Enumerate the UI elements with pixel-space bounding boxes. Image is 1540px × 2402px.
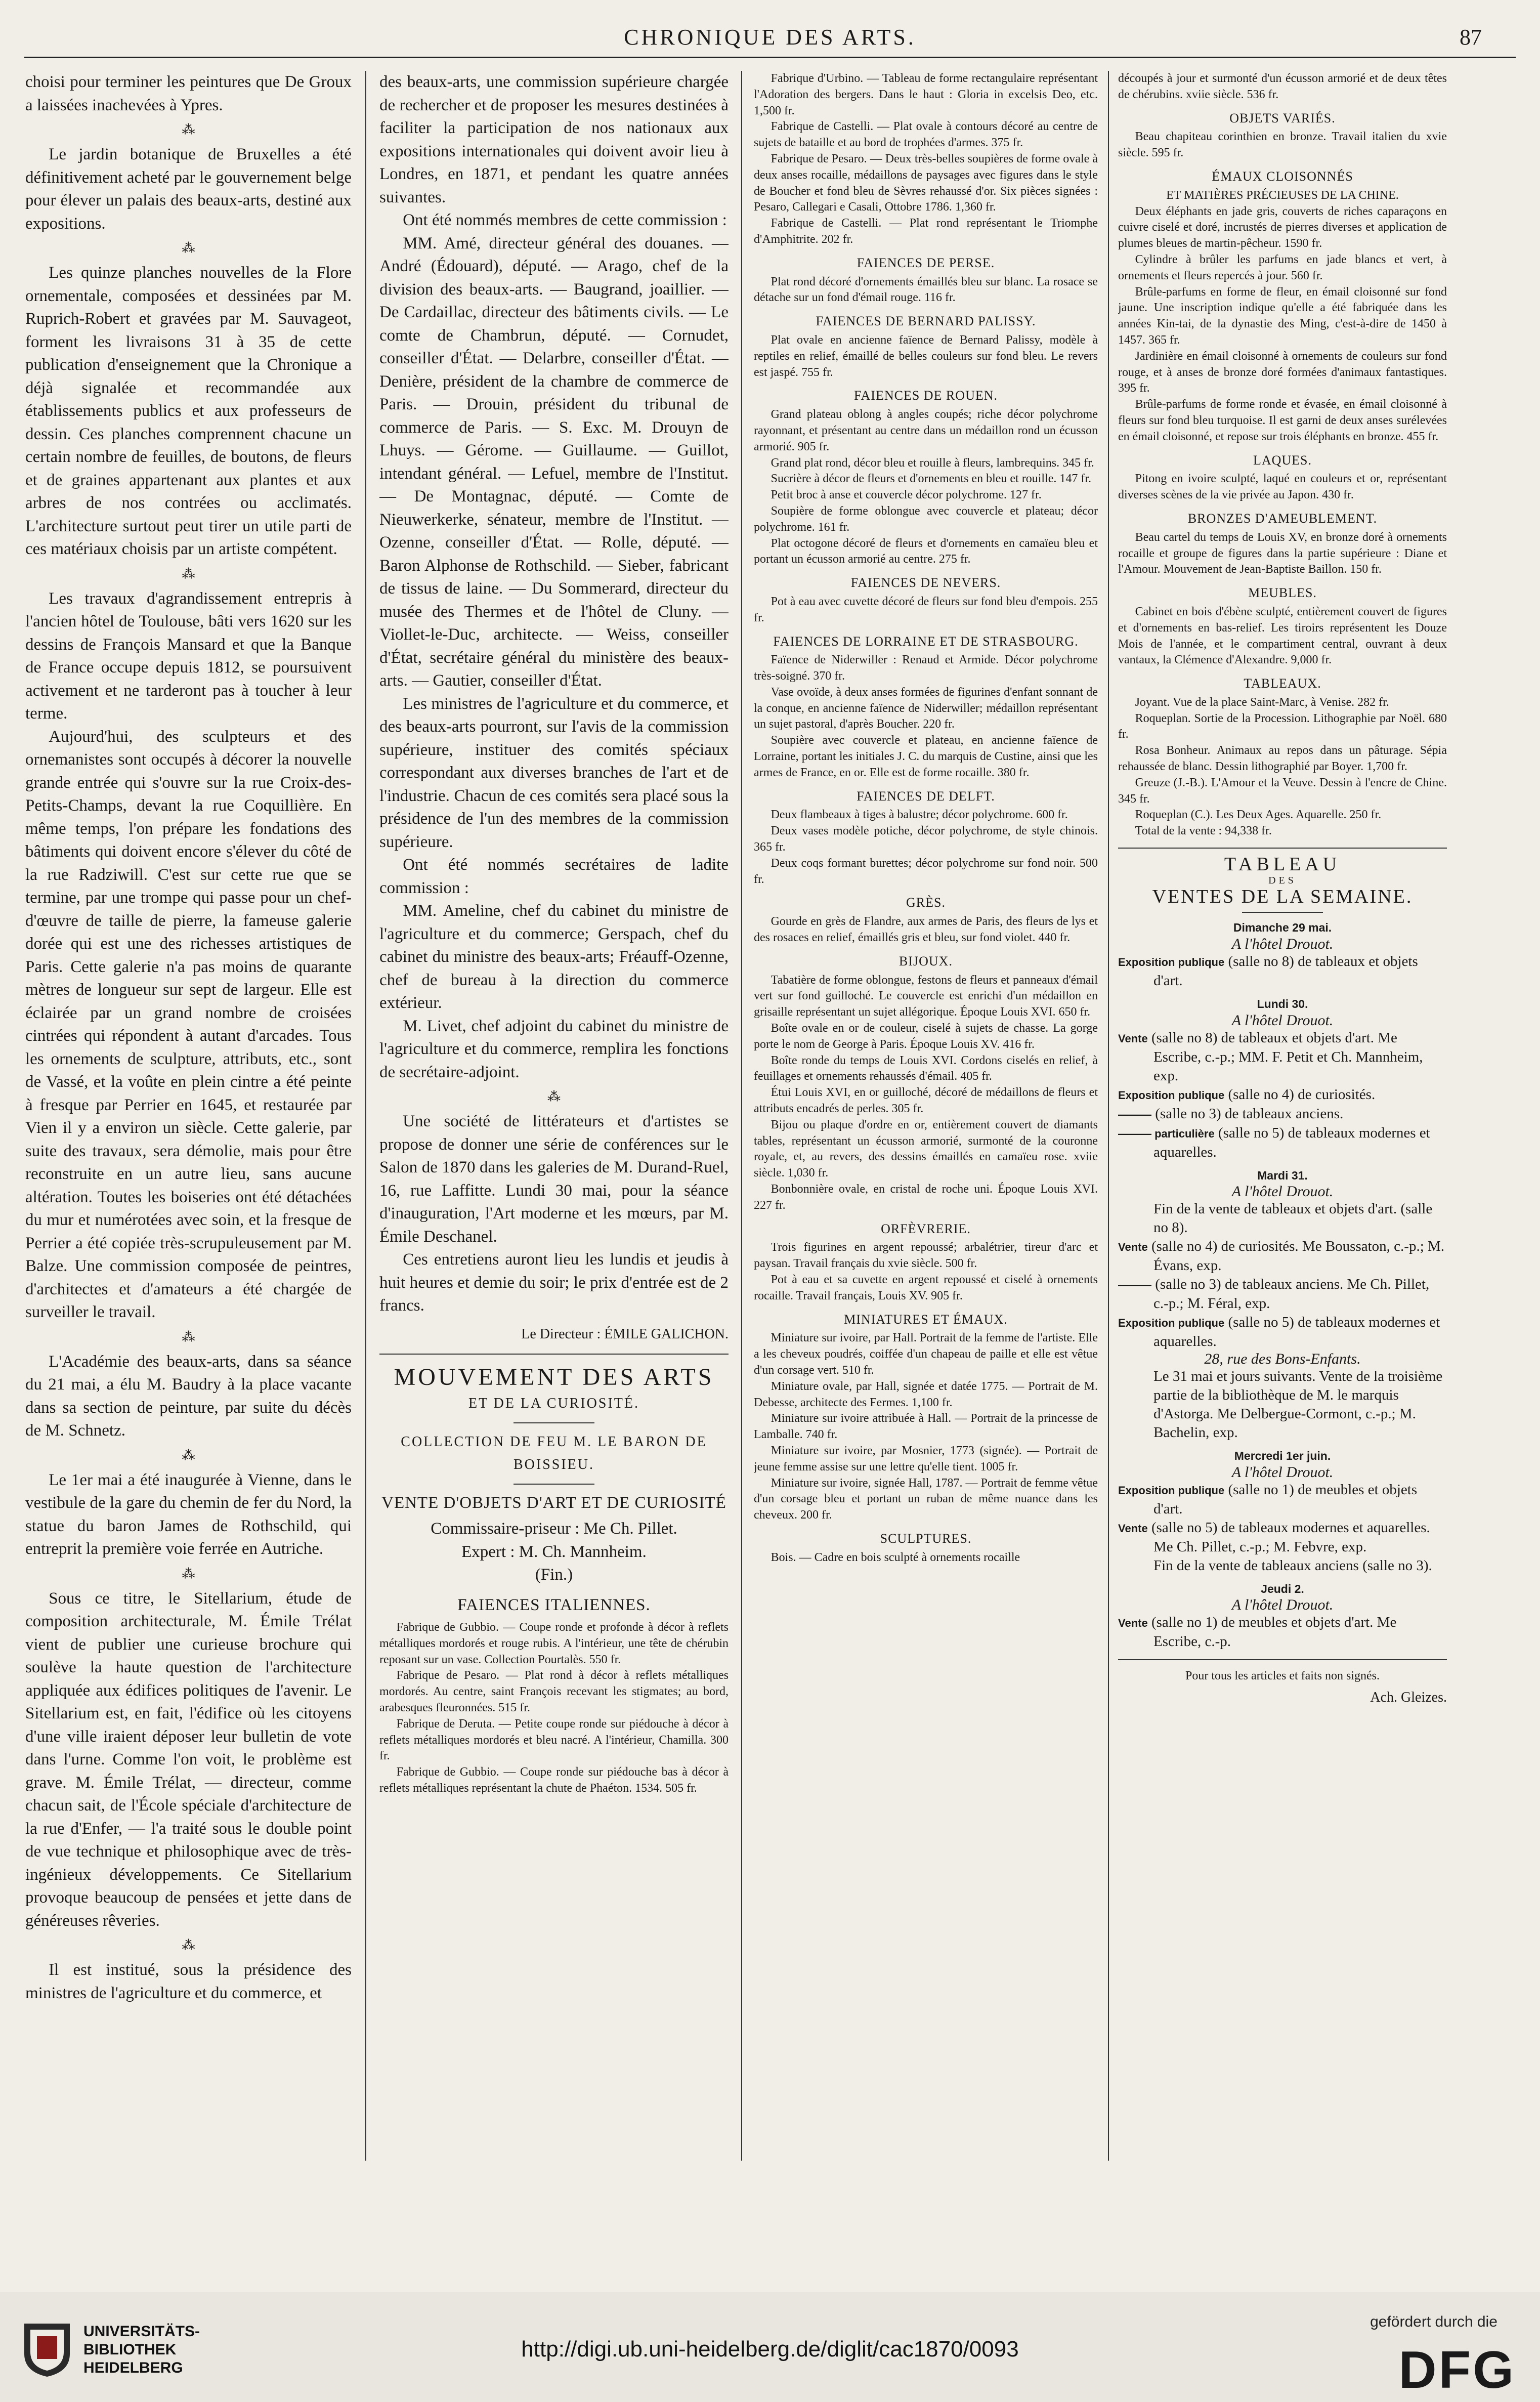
sale-day-heading: Lundi 30.: [1257, 997, 1308, 1011]
column-3: [754, 71, 1098, 2161]
sale-day-heading: Jeudi 2.: [1261, 1582, 1304, 1595]
paragraph: Une société de littérateurs et d'artistes se propose de donner une série de conférences sur le Salon de 1870 dans les galeries de M. Durand-Ruel, 16, rue Laffitte. Lundi 30 mai, pour la séance d'inauguration, l'Art moderne et les mœurs, par M. Émile Deschanel.: [379, 1112, 729, 1246]
paragraph: Les travaux d'agrandissement entrepris à l'ancien hôtel de Toulouse, bâti vers 1620 sur les dessins de François Mansard et que la Banque de France occupe depuis 1812, se poursuivent activement et ne tarderont pas à toucher à leur terme.: [25, 589, 352, 723]
sale-entry-text: (salle no 3) de tableaux anciens. Me Ch. Pillet, c.-p.; M. Féral, exp.: [1153, 1276, 1430, 1312]
section-title: MOUVEMENT DES ARTS: [394, 1364, 714, 1390]
sale-location: A l'hôtel Drouot.: [1231, 1596, 1334, 1614]
sale-entry-text: Fin de la vente de tableaux anciens (salle no 3).: [1153, 1557, 1432, 1574]
section-heading: FAIENCES DE NEVERS.: [850, 575, 1001, 591]
sale-entry: [1118, 1237, 1447, 1275]
short-rule: [514, 1422, 594, 1423]
sale-entry-label: Exposition publique: [1118, 1088, 1225, 1102]
paragraph: Brûle-parfums de forme ronde et évasée, en émail cloisonné à fleurs sur fond bleu turquoise. Il est garni de deux anses surélevées en émail cloisonné, et repose sur trois éléphants en bronze. 455 fr.: [1118, 398, 1447, 443]
paragraph: Il est institué, sous la présidence des ministres de l'agriculture et du commerce, et: [25, 1961, 352, 2002]
paragraph: Brûle-parfums en forme de fleur, en émail cloisonné sur fond jaune. Une inscription indique qu'elle a été fabriquée dans les années Kin-tai, de la dynastie des Ming, c'est-à-dire de 1450 à 1457. 365 fr.: [1118, 285, 1447, 347]
library-name-line: UNIVERSITÄTS-: [83, 2323, 200, 2340]
sale-day-heading: Dimanche 29 mai.: [1233, 921, 1332, 935]
table-title: TABLEAU: [1224, 854, 1341, 875]
horizontal-rule: [1118, 1659, 1447, 1660]
sale-entry-text: (salle no 4) de curiosités.: [1228, 1086, 1376, 1103]
horizontal-rule: [1118, 848, 1447, 849]
section-heading: FAIENCES DE LORRAINE ET DE STRASBOURG.: [773, 634, 1079, 649]
paragraph: M. Livet, chef adjoint du cabinet du ministre de l'agriculture et du commerce, remplira les fonctions de secrétaire-adjoint.: [379, 1017, 729, 1081]
sale-entry-text: (salle no 1) de meubles et objets d'art. Me Escribe, c.-p.: [1151, 1614, 1397, 1650]
paragraph: Deux coqs formant burettes; décor polychrome sur fond noir. 500 fr.: [754, 856, 1098, 886]
paragraph: Deux éléphants en jade gris, couverts de riches caparaçons en cuivre ciselé et doré, incrustés de pierres diverses et application de plumes bleues de martin-pêcheur. 1590 fr.: [1118, 204, 1447, 250]
paragraph: Cylindre à brûler les parfums en jade blancs et vert, à ornements et fleurs repercés à jour. 560 fr.: [1118, 252, 1447, 282]
paragraph: Plat ovale en ancienne faïence de Bernard Palissy, modèle à reptiles en relief, émaillé de belles couleurs sur fond bleu. Le revers est jaspé. 755 fr.: [754, 333, 1098, 379]
section-separator-asterisks: ⁂: [182, 122, 195, 137]
paragraph: Miniature sur ivoire, signée Hall, 1787. — Portrait de femme vêtue d'un corsage bleu et portant un ruban de même nuance dans les cheveux. 200 fr.: [754, 1476, 1098, 1522]
sale-entry-label: Vente: [1118, 1032, 1148, 1045]
paragraph: choisi pour terminer les peintures que De Groux a laissées inachevées à Ypres.: [25, 73, 352, 114]
sale-entry: [1118, 1313, 1447, 1351]
sale-entry: [1118, 1556, 1447, 1575]
paragraph: Fabrique d'Urbino. — Tableau de forme rectangulaire représentant l'Adoration des bergers. Dans le haut : Gloria in excelsis Deo, etc. 1,500 fr.: [754, 72, 1098, 117]
section-heading: ORFÈVRERIE.: [881, 1221, 971, 1236]
paragraph: Grand plat rond, décor bleu et rouille à fleurs, lambrequins. 345 fr.: [771, 456, 1094, 470]
section-separator-asterisks: ⁂: [182, 1566, 195, 1581]
paragraph: Pot à eau et sa cuvette en argent repoussé et ciselé à ornements rocaille. Travail français, Louis XV. 905 fr.: [754, 1273, 1098, 1302]
section-heading: FAIENCES DE BERNARD PALISSY.: [816, 314, 1036, 329]
section-heading: BIJOUX.: [899, 953, 953, 968]
paragraph: MM. Amé, directeur général des douanes. — André (Édouard), député. — Arago, chef de la division des beaux-arts. — Baugrand, joaillier. — De Cardaillac, directeur des bâtiments civils. — Le comte de Chambrun, député. — Cornudet, conseiller d'État. — Delarbre, conseiller d'État. — Denière, président de la chambre de commerce de Paris. — Drouin, président du tribunal de commerce de Paris. — S. Exc. M. Drouyn de Lhuys. — Gérome. — Guillaume. — Guillot, intendant général. — Lefuel, membre de l'Institut. — De Montagnac, député. — Comte de Nieuwerkerke, sénateur, membre de l'Institut. — Ozenne, conseiller d'État. — Rolle, député. — Baron Alphonse de Rothschild. — Sieber, fabricant de tissus de laine. — Du Sommerard, directeur du musée des Thermes et de l'hôtel de Cluny. — Viollet-le-Duc, architecte. — Weiss, conseiller d'État, secrétaire général du ministère des beaux-arts. — Gautier, conseiller d'État.: [379, 234, 729, 690]
paragraph: Fabrique de Pesaro. — Deux très-belles soupières de forme ovale à deux anses rocaille, médaillons de paysages avec figures dans le style de Boucher et fond bleu de Sèvres rehaussé d'or. Six pièces signées : Pesaro, Callegari e Casali, Ottobre 1786. 1,360 fr.: [754, 152, 1098, 214]
paragraph: Beau cartel du temps de Louis XV, en bronze doré à ornements rocaille et groupe de figures dans la partie supérieure : Diane et l'Amour. Mouvement de Jean-Baptiste Baillon. 150 fr.: [1118, 530, 1447, 576]
sale-location: A l'hôtel Drouot.: [1231, 1463, 1334, 1481]
sale-entry: [1118, 1085, 1447, 1105]
section-heading: FAIENCES DE ROUEN.: [853, 388, 998, 403]
section-separator-asterisks: ⁂: [182, 1448, 195, 1463]
paragraph: Bonbonnière ovale, en cristal de roche uni. Époque Louis XVI. 227 fr.: [754, 1183, 1098, 1212]
sale-entry-label: Exposition publique: [1118, 1317, 1225, 1330]
section-heading: ÉMAUX CLOISONNÉS: [1212, 168, 1353, 184]
sale-entry: [1118, 1200, 1447, 1237]
paragraph: Miniature sur ivoire attribuée à Hall. — Portrait de la princesse de Lamballe. 740 fr.: [754, 1412, 1098, 1442]
paragraph: MM. Ameline, chef du cabinet du ministre de l'agriculture et du commerce; Gerspach, chef du cabinet du ministre des beaux-arts; Fréauff-Ozenne, chef de bureau à la direction du commerce extérieur.: [379, 902, 729, 1012]
section-heading: LAQUES.: [1253, 452, 1312, 468]
paragraph: Ont été nommés membres de cette commission :: [403, 211, 727, 229]
section-heading: SCULPTURES.: [880, 1531, 972, 1546]
section-heading: MINIATURES ET ÉMAUX.: [844, 1312, 1008, 1327]
column-1: [25, 71, 352, 2161]
section-separator-asterisks: ⁂: [182, 566, 195, 581]
header-rule: [24, 57, 1516, 58]
section-separator-asterisks: ⁂: [182, 1938, 195, 1953]
table-title-word: DES: [1268, 874, 1297, 886]
section-separator-asterisks: ⁂: [182, 241, 195, 256]
sale-entry-label: Vente: [1118, 1241, 1148, 1254]
column-divider: [741, 71, 742, 2161]
paragraph: des beaux-arts, une commission supérieure chargée de rechercher et de proposer les mesures destinées à faciliter la participation de nos nationaux aux expositions internationales qui doivent avoir lieu à Londres, en 1871, et pendant les quatre années suivantes.: [379, 73, 729, 206]
sale-entry: [1118, 1613, 1447, 1651]
paragraph: Deux flambeaux à tiges à balustre; décor polychrome. 600 fr.: [771, 808, 1068, 822]
paragraph: Pot à eau avec cuvette décoré de fleurs sur fond bleu d'empois. 255 fr.: [754, 595, 1098, 624]
paragraph: Ont été nommés secrétaires de ladite commission :: [379, 856, 729, 897]
sale-entry-label: Vente: [1118, 1617, 1148, 1630]
paragraph: Tabatière de forme oblongue, festons de fleurs et panneaux d'émail vert sur fond guilloché. Le couvercle est enrichi d'un médaillon en grisaille représentant un sujet allégorique. Époque Louis XVI. 650 fr.: [754, 973, 1098, 1019]
paragraph: Beau chapiteau corinthien en bronze. Travail italien du xvie siècle. 595 fr.: [1118, 130, 1447, 160]
sale-entry-text: (salle no 8) de tableaux et objets d'art.: [1153, 953, 1418, 989]
paragraph: Pitong en ivoire sculpté, laqué en couleurs et or, représentant diverses scènes de la vie privée au Japon. 430 fr.: [1118, 472, 1447, 502]
section-heading: FAIENCES DE PERSE.: [857, 255, 995, 270]
paragraph: Trois figurines en argent repoussé; arbalétrier, tireur d'arc et paysan. Travail français du xvie siècle. 500 fr.: [754, 1241, 1098, 1271]
paragraph: Miniature ovale, par Hall, signée et datée 1775. — Portrait de M. Debesse, architecte des Fermes. 1,100 fr.: [754, 1379, 1098, 1409]
section-heading: GRÈS.: [906, 895, 946, 910]
paragraph: Bois. — Cadre en bois sculpté à ornements rocaille: [771, 1550, 1020, 1564]
paragraph: Rosa Bonheur. Animaux au repos dans un pâturage. Sépia rehaussée de blanc. Dessin lithographié par Boyer. 1,700 fr.: [1118, 744, 1447, 774]
sale-entry-text: Le 31 mai et jours suivants. Vente de la troisième partie de la bibliothèque de M. le marquis d'Astorga. Me Delbergue-Cormont, c.-p.; M. Bachelin, exp.: [1153, 1368, 1443, 1441]
section-subtitle: ET DE LA CURIOSITÉ.: [468, 1396, 640, 1411]
sale-location: A l'hôtel Drouot.: [1231, 936, 1334, 953]
paragraph: Fabrique de Castelli. — Plat ovale à contours décoré au centre de sujets de bataille et au bord de trophées d'armes. 375 fr.: [754, 120, 1098, 150]
sale-entry-label: Exposition publique: [1118, 956, 1225, 969]
signature: Ach. Gleizes.: [1370, 1690, 1447, 1706]
paragraph: Deux vases modèle potiche, décor polychrome, de style chinois. 365 fr.: [754, 824, 1098, 854]
paragraph: L'Académie des beaux-arts, dans sa séance du 21 mai, a élu M. Baudry à la place vacante dans sa section de peinture, par suite du décès de M. Schnetz.: [25, 1352, 352, 1440]
column-4: [1118, 71, 1447, 2161]
library-name-line: HEIDELBERG: [83, 2359, 183, 2376]
sale-entry-text: (salle no 1) de meubles et objets d'art.: [1153, 1481, 1418, 1517]
paragraph: Les ministres de l'agriculture et du commerce, et des beaux-arts pourront, sur l'avis de la commission supérieure, instituer des comités spéciaux correspondant aux diverses branches de l'art et de l'industrie. Chacun de ces comités sera placé sous la présidence de l'un des membres de la commission supérieure.: [379, 694, 729, 851]
paragraph: Le 1er mai a été inaugurée à Vienne, dans le vestibule de la gare du chemin de fer du Nord, la statue du baron James de Rothschild, qui entreprit la première voie ferrée en Autriche.: [25, 1470, 352, 1558]
sale-entry: [1118, 1029, 1447, 1085]
paragraph: Soupière avec couvercle et plateau, en ancienne faïence de Lorraine, portant les initiales J. C. du marquis de Custine, ainsi que les armes de France, en or. Elle est de forme rocaille. 380 fr.: [754, 734, 1098, 779]
centered-line: ET MATIÈRES PRÉCIEUSES DE LA CHINE.: [1166, 188, 1399, 202]
sale-entry: [1118, 952, 1447, 990]
section-heading: VENTE D'OBJETS D'ART ET DE CURIOSITÉ: [381, 1493, 726, 1512]
running-header: [0, 20, 1540, 51]
sale-day-heading: Mardi 31.: [1257, 1168, 1308, 1182]
paragraph: Plat octogone décoré de fleurs et d'ornements en camaïeu bleu et portant un écusson armorié au centre. 275 fr.: [754, 536, 1098, 566]
sale-entry-label: ———: [1118, 1279, 1151, 1292]
paragraph: Jardinière en émail cloisonné à ornements de couleurs sur fond rouge, et à anses de bronze doré formées d'animaux fantastiques. 395 fr.: [1118, 349, 1447, 395]
paragraph: Roqueplan (C.). Les Deux Ages. Aquarelle. 250 fr.: [1135, 808, 1382, 822]
section-heading: MEUBLES.: [1248, 585, 1317, 601]
horizontal-rule: [379, 1354, 729, 1355]
paragraph: Vase ovoïde, à deux anses formées de figurines d'enfant sonnant de la conque, en ancienne faïence de Niderwiller; médaillon représentant un sujet pastoral, d'après Boucher. 220 fr.: [754, 685, 1098, 731]
paragraph: Joyant. Vue de la place Saint-Marc, à Venise. 282 fr.: [1135, 695, 1389, 709]
sale-location: A l'hôtel Drouot.: [1231, 1183, 1334, 1200]
paragraph: Sucrière à décor de fleurs et d'ornements en bleu et rouille. 147 fr.: [771, 472, 1092, 486]
sale-entry-label: Exposition publique: [1118, 1484, 1225, 1497]
section-subtitle: COLLECTION DE FEU M. LE BARON DE BOISSIEU.: [401, 1434, 707, 1472]
paragraph: Ces entretiens auront lieu les lundis et jeudis à huit heures et demie du soir; le prix d'entrée est de 2 francs.: [379, 1250, 729, 1315]
sale-entry-label: Vente: [1118, 1522, 1148, 1535]
sale-lot-entry: Fabrique de Pesaro. — Plat rond à décor à reflets métalliques mordorés. Au centre, saint François recevant les stigmates; au bord, arabesques fleuronnées. 515 fr.: [379, 1669, 729, 1714]
sale-entry-text: Fin de la vente de tableaux et objets d'art. (salle no 8).: [1153, 1201, 1433, 1236]
centered-line: (Fin.): [535, 1566, 573, 1584]
funded-by-label: gefördert durch die: [1370, 2313, 1498, 2330]
sale-entry: [1118, 1519, 1447, 1556]
paragraph: Aujourd'hui, des sculpteurs et des ornemanistes sont occupés à décorer la nouvelle grande entrée qui s'ouvre sur la rue Croix-des-Petits-Champs, devant la rue Coquillière. En même temps, l'on prépare les fondations des bâtiments qui doivent encore s'élever du côté de la rue Radziwill. C'est sur cette rue que se termine, par une trompe qui passe pour un chef-d'œuvre de taille de pierre, la fameuse galerie dorée qui est une des richesses artistiques de Paris. Cette galerie n'a pas moins de quarante mètres de longueur sur sept de largeur. Elle est éclairée par un grand nombre de croisées cintrées qui répondent à autant d'arcades. Tous les ornements de sculpture, attributs, etc., sont de Vassé, et la voûte en plein cintre a été peinte à fresque par Perrier en 1645, et restaurée par Vien il y a environ un siècle. Cette galerie, par suite des travaux, sera démolie, mais pour être reconstruite en un autre lieu, sans aucune altération. Toutes les boiseries ont été détachées du mur et numérotées avec soin, et la fresque de Perrier a été copiée très-scrupuleusement par M. Balze. Une commission composée de peintres, d'architectes et d'amateurs a été chargée de surveiller le travail.: [25, 727, 352, 1321]
paragraph: découpés à jour et surmonté d'un écusson armorié et de deux têtes de chérubins. xviie siècle. 536 fr.: [1118, 72, 1447, 101]
sale-entry: [1118, 1481, 1447, 1519]
sale-entry: [1118, 1105, 1447, 1124]
column-divider: [1108, 71, 1109, 2161]
sale-entry: [1118, 1124, 1447, 1162]
sale-entry-text: (salle no 4) de curiosités. Me Boussaton, c.-p.; M. Évans, exp.: [1151, 1238, 1445, 1274]
paragraph: Greuze (J.-B.). L'Amour et la Veuve. Dessin à l'encre de Chine. 345 fr.: [1118, 776, 1447, 806]
short-rule: [1242, 912, 1323, 913]
page-number: 87: [1460, 25, 1482, 50]
sale-entry-text: (salle no 5) de tableaux modernes et aquarelles.: [1153, 1314, 1440, 1350]
signature: Le Directeur : ÉMILE GALICHON.: [521, 1326, 729, 1342]
section-heading: BRONZES D'AMEUBLEMENT.: [1187, 511, 1378, 526]
sale-lot-entry: Fabrique de Gubbio. — Coupe ronde sur piédouche bas à décor à reflets métalliques représentant la chute de Phaéton. 1534. 505 fr.: [379, 1765, 729, 1795]
dfg-logo: DFG: [1398, 2341, 1516, 2399]
paragraph: Petit broc à anse et couvercle décor polychrome. 127 fr.: [771, 488, 1042, 502]
section-heading: FAIENCES DE DELFT.: [857, 788, 995, 804]
paragraph: Roqueplan. Sortie de la Procession. Lithographie par Noël. 680 fr.: [1118, 711, 1447, 741]
sale-lot-entry: Fabrique de Gubbio. — Coupe ronde et profonde à décor à reflets métalliques mordorés et rouge rubis. A l'intérieur, une tête de chérubin reposant sur un vase. Collection Pourtalès. 550 fr.: [379, 1621, 729, 1666]
sale-day-heading: Mercredi 1er juin.: [1234, 1449, 1331, 1463]
paragraph: Miniature sur ivoire, par Hall. Portrait de la femme de l'artiste. Elle a les cheveux poudrés, coiffée d'un chapeau de paille et elle est vêtue d'un corsage vert. 510 fr.: [754, 1331, 1098, 1377]
sale-entry: [1118, 1275, 1447, 1313]
sale-entry-text: (salle no 5) de tableaux modernes et aquarelles.: [1153, 1124, 1430, 1160]
paragraph: Plat rond décoré d'ornements émaillés bleu sur blanc. La rosace se détache sur un fond d'émail rouge. 116 fr.: [754, 275, 1098, 305]
paragraph: Faïence de Niderwiller : Renaud et Armide. Décor polychrome très-soigné. 370 fr.: [754, 653, 1098, 683]
paragraph: Miniature sur ivoire, par Mosnier, 1773 (signée). — Portrait de jeune femme assise sur une lettre qu'elle tient. 1005 fr.: [754, 1444, 1098, 1473]
sale-entry-label: ——— particulière: [1118, 1127, 1215, 1140]
paragraph: Bijou ou plaque d'ordre en or, entièrement couvert de diamants tables, représentant un écusson armorié, surmonté de la couronne royale, et, au revers, des dessins émaillés en camaïeu rose. xviie siècle. 1,030 fr.: [754, 1118, 1098, 1180]
digitization-footer: [0, 2292, 1540, 2402]
permalink-url[interactable]: http://digi.ub.uni-heidelberg.de/diglit/cac1870/0093: [521, 2337, 1019, 2362]
sale-entry-label: ———: [1118, 1108, 1151, 1121]
paragraph: Gourde en grès de Flandre, aux armes de Paris, des fleurs de lys et des rosaces en relief, émaillés gris et bleu, sur fond violet. 440 fr.: [754, 915, 1098, 945]
section-heading: TABLEAUX.: [1244, 676, 1321, 691]
paragraph: Boîte ovale en or de couleur, ciselé à sujets de chasse. La gorge porte le nom de George à Paris. Époque Louis XV. 416 fr.: [754, 1022, 1098, 1051]
paragraph: Étui Louis XVI, en or guilloché, décoré de médaillons de fleurs et attributs encadrés de perles. 305 fr.: [754, 1086, 1098, 1116]
paragraph: Fabrique de Castelli. — Plat rond représentant le Triomphe d'Amphitrite. 202 fr.: [754, 217, 1098, 246]
section-separator-asterisks: ⁂: [182, 1329, 195, 1344]
paragraph: Cabinet en bois d'ébène sculpté, entièrement couvert de figures et d'ornements en bas-relief. Les tiroirs représentent les Douze Mois de l'année, et le compartiment central, ouvrant à deux vantaux, la Clémence d'Alexandre. 9,000 fr.: [1118, 605, 1447, 667]
paragraph: Les quinze planches nouvelles de la Flore ornementale, composées et dessinées par M. Ruprich-Robert et gravées par M. Sauvageot, forment les livraisons 31 à 35 de cette publication d'enseignement que la Chronique a déjà signalée et recommandée aux établissements publics et aux professeurs de dessin. Ces planches comprennent chacune un certain nombre de feuilles, de boutons, de fleurs et de graines appartenant aux plantes et aux arbres de nos contrées ou acclimatés. L'architecture surtout peut tirer un utile parti de ces matériaux choisis par un artiste compétent.: [25, 264, 352, 558]
column-divider: [365, 71, 366, 2161]
table-subtitle: VENTES DE LA SEMAINE.: [1152, 886, 1413, 907]
section-separator-asterisks: ⁂: [547, 1089, 561, 1104]
sale-entry: [1118, 1367, 1447, 1442]
paragraph: Sous ce titre, le Sitellarium, étude de composition architecturale, M. Émile Trélat vient de publier une curieuse brochure qui soulève la haute question de l'architecture appliquée aux édifices politiques de l'avenir. Le Sitellarium est, en fait, l'édifice où les citoyens d'une ville iraient déposer leur bulletin de vote dans l'urne. Comme l'on voit, le problème est grave. M. Émile Trélat, — directeur, comme chacun sait, de l'École spéciale d'architecture de la rue d'Enfer, — l'a traité sous le double point de vue technique et philosophique avec de très-ingénieux développements. Ce Sitellarium provoque beaucoup de pensées et jette dans de généreuses rêveries.: [25, 1589, 352, 1930]
centered-line: Pour tous les articles et faits non signés.: [1185, 1669, 1380, 1683]
paragraph: Boîte ronde du temps de Louis XVI. Cordons ciselés en relief, à feuillages et ornements rehaussés d'émail. 405 fr.: [754, 1053, 1098, 1083]
paragraph: Soupière de forme oblongue avec couvercle et plateau; décor polychrome. 161 fr.: [754, 504, 1098, 534]
paragraph: Grand plateau oblong à angles coupés; riche décor polychrome rayonnant, et présentant au centre dans un médaillon rond un écusson armorié. 905 fr.: [754, 408, 1098, 453]
page-title: CHRONIQUE DES ARTS.: [624, 25, 916, 50]
centered-line: Commissaire-priseur : Me Ch. Pillet.: [431, 1520, 677, 1538]
sale-entry-text: (salle no 5) de tableaux modernes et aquarelles. Me Ch. Pillet, c.-p.; M. Febvre, exp.: [1151, 1519, 1430, 1555]
library-name-line: BIBLIOTHEK: [83, 2341, 177, 2358]
sale-lot-entry: Fabrique de Deruta. — Petite coupe ronde sur piédouche à décor à reflets métalliques mordorés et bleu nacré. A l'intérieur, Chamilla. 300 fr.: [379, 1717, 729, 1763]
column-2: [379, 71, 729, 2161]
sale-entry-text: (salle no 8) de tableaux et objets d'art. Me Escribe, c.-p.; MM. F. Petit et Ch. Mannheim, exp.: [1151, 1029, 1423, 1084]
sale-location: A l'hôtel Drouot.: [1231, 1012, 1334, 1029]
sale-entry-text: (salle no 3) de tableaux anciens.: [1155, 1105, 1344, 1122]
short-rule: [514, 1484, 594, 1485]
section-heading: FAIENCES ITALIENNES.: [457, 1595, 651, 1614]
sale-location: 28, rue des Bons-Enfants.: [1204, 1351, 1361, 1368]
centered-line: Expert : M. Ch. Mannheim.: [461, 1542, 647, 1561]
paragraph: Total de la vente : 94,338 fr.: [1135, 824, 1272, 838]
section-heading: OBJETS VARIÉS.: [1229, 110, 1336, 125]
paragraph: Le jardin botanique de Bruxelles a été définitivement acheté par le gouvernement belge pour élever un palais des beaux-arts, destiné aux expositions.: [25, 145, 352, 233]
